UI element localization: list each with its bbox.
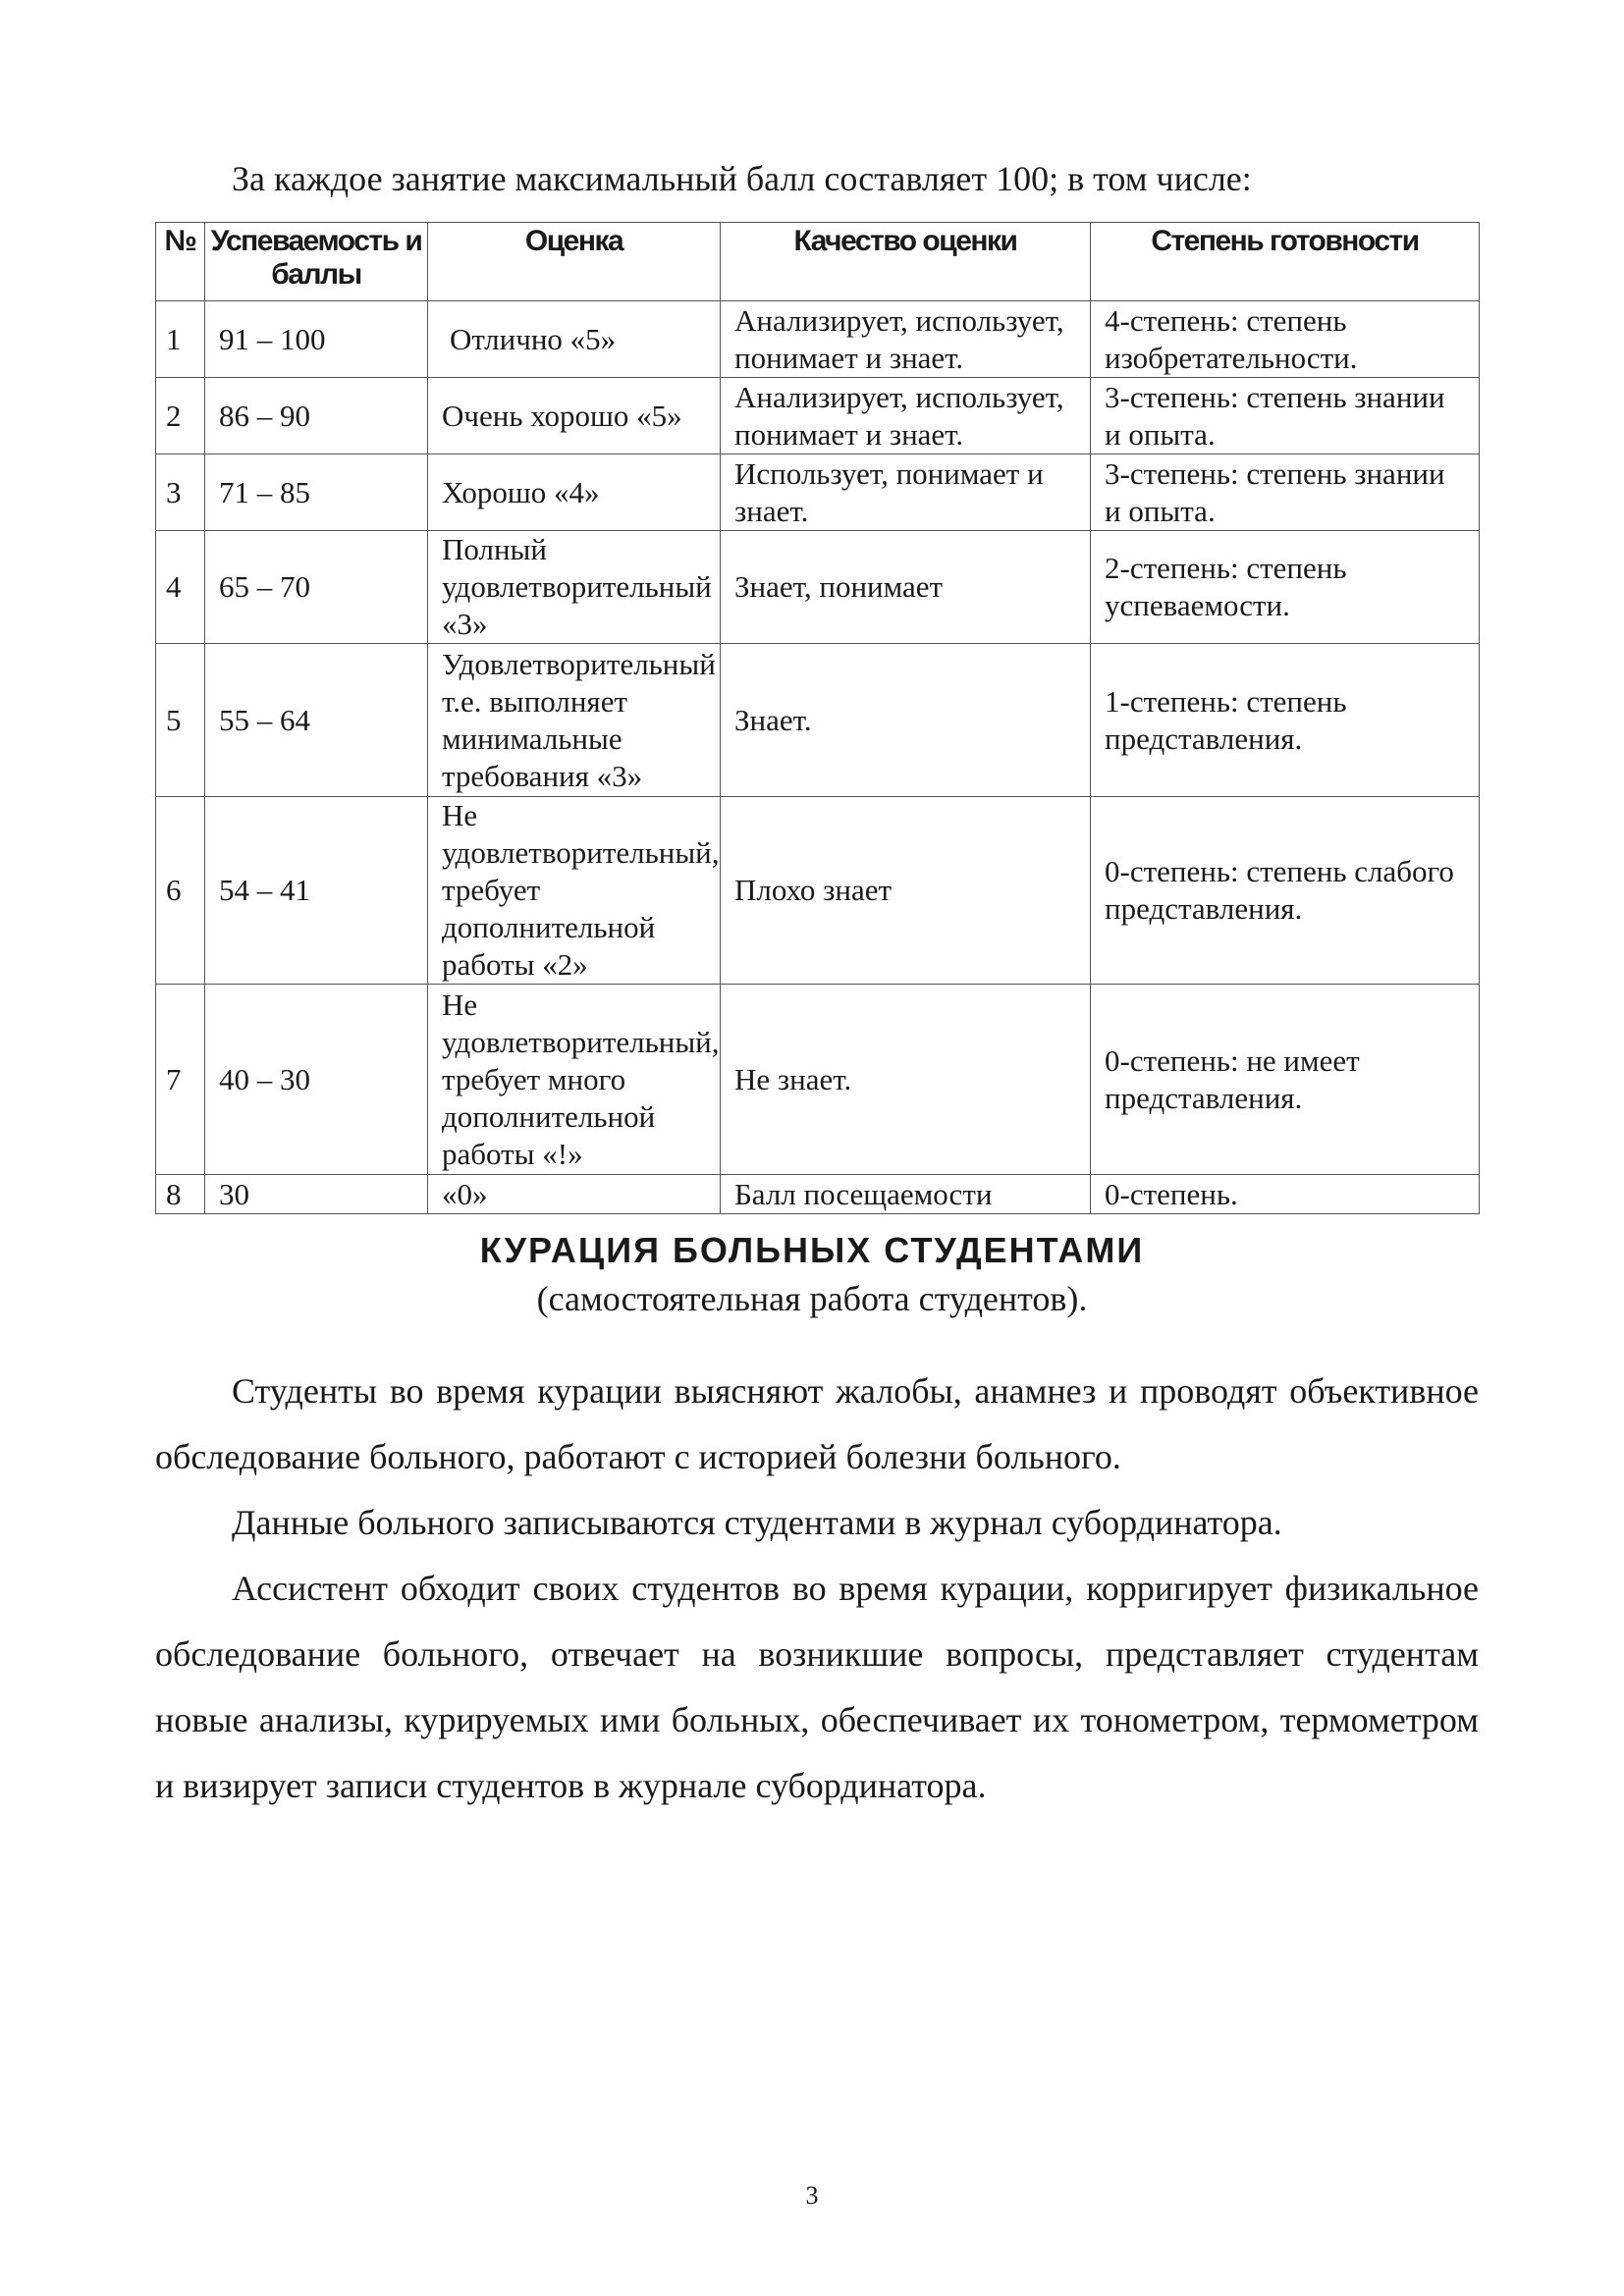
table-row (156, 985, 1480, 1175)
grading-table (155, 222, 1480, 1214)
row-quality: Знает. (721, 644, 1091, 797)
row-number: 2 (156, 378, 205, 454)
row-score: 54 – 41 (205, 797, 428, 985)
header-quality: Качество оценки (721, 223, 1091, 301)
row-readiness: 1-степень: степень представления. (1091, 644, 1480, 797)
row-grade: Отлично «5» (428, 301, 721, 378)
row-readiness: 2-степень: степень успеваемости. (1091, 531, 1480, 644)
table-row (156, 301, 1480, 378)
table-row (156, 531, 1480, 644)
row-readiness: 0-степень. (1091, 1175, 1480, 1214)
header-grade: Оценка (428, 223, 721, 301)
intro-text: За каждое занятие максимальный балл составляет 100; в том числе: (232, 159, 1252, 198)
row-readiness: 0-степень: степень слабого представления. (1091, 797, 1480, 985)
table-row (156, 1175, 1480, 1214)
table-row (156, 797, 1480, 985)
row-grade: Полный удовлетворительный «3» (428, 531, 721, 644)
row-score: 71 – 85 (205, 454, 428, 531)
paragraph-text: Студенты во время курации выясняют жалобы, анамнез и проводят объективное обследование больного, работают с историей болезни больного. (155, 1371, 1479, 1476)
row-number: 7 (156, 985, 205, 1175)
paragraph (155, 1359, 1479, 1490)
paragraph (155, 1490, 1479, 1556)
table-row (156, 644, 1480, 797)
paragraph-text: Ассистент обходит своих студентов во время курации, корригирует физикальное обследование больного, отвечает на возникшие вопросы, представляет студентам новые анализы, курируемых ими больных, обеспечивает их тонометром, термометром и визирует записи студентов в журнале субординатора. (155, 1569, 1479, 1805)
row-number: 3 (156, 454, 205, 531)
row-quality: Балл посещаемости (721, 1175, 1091, 1214)
row-quality: Анализирует, использует, понимает и знает. (721, 301, 1091, 378)
header-score: Успеваемость и баллы (205, 223, 428, 301)
row-grade: Удовлетворительный т.е. выполняет минимальные требования «3» (428, 644, 721, 797)
row-quality: Знает, понимает (721, 531, 1091, 644)
row-number: 4 (156, 531, 205, 644)
row-quality: Не знает. (721, 985, 1091, 1175)
row-number: 6 (156, 797, 205, 985)
row-grade: Очень хорошо «5» (428, 378, 721, 454)
section-subtitle: (самостоятельная работа студентов). (536, 1279, 1088, 1318)
row-score: 55 – 64 (205, 644, 428, 797)
row-quality: Использует, понимает и знает. (721, 454, 1091, 531)
row-grade: Хорошо «4» (428, 454, 721, 531)
paragraph-text: Данные больного записываются студентами в журнал субординатора. (232, 1503, 1282, 1542)
row-grade: Не удовлетворительный, требует много дополнительной работы «!» (428, 985, 721, 1175)
table-row (156, 378, 1480, 454)
row-quality: Анализирует, использует, понимает и знает. (721, 378, 1091, 454)
row-grade: Не удовлетворительный, требует дополнительной работы «2» (428, 797, 721, 985)
row-number: 8 (156, 1175, 205, 1214)
row-score: 65 – 70 (205, 531, 428, 644)
page-number: 3 (805, 2181, 819, 2210)
paragraph (155, 1556, 1479, 1819)
row-readiness: 0-степень: не имеет представления. (1091, 985, 1480, 1175)
header-number: № (156, 223, 205, 301)
row-quality: Плохо знает (721, 797, 1091, 985)
row-number: 5 (156, 644, 205, 797)
row-score: 91 – 100 (205, 301, 428, 378)
header-readiness: Степень готовности (1091, 223, 1480, 301)
row-score: 86 – 90 (205, 378, 428, 454)
table-header-row (156, 223, 1480, 301)
row-grade: «0» (428, 1175, 721, 1214)
row-score: 40 – 30 (205, 985, 428, 1175)
row-readiness: 3-степень: степень знании и опыта. (1091, 454, 1480, 531)
row-readiness: 4-степень: степень изобретательности. (1091, 301, 1480, 378)
section-title: КУРАЦИЯ БОЛЬНЫХ СТУДЕНТАМИ (479, 1230, 1145, 1270)
table-row (156, 454, 1480, 531)
row-score: 30 (205, 1175, 428, 1214)
row-readiness: 3-степень: степень знании и опыта. (1091, 378, 1480, 454)
row-number: 1 (156, 301, 205, 378)
